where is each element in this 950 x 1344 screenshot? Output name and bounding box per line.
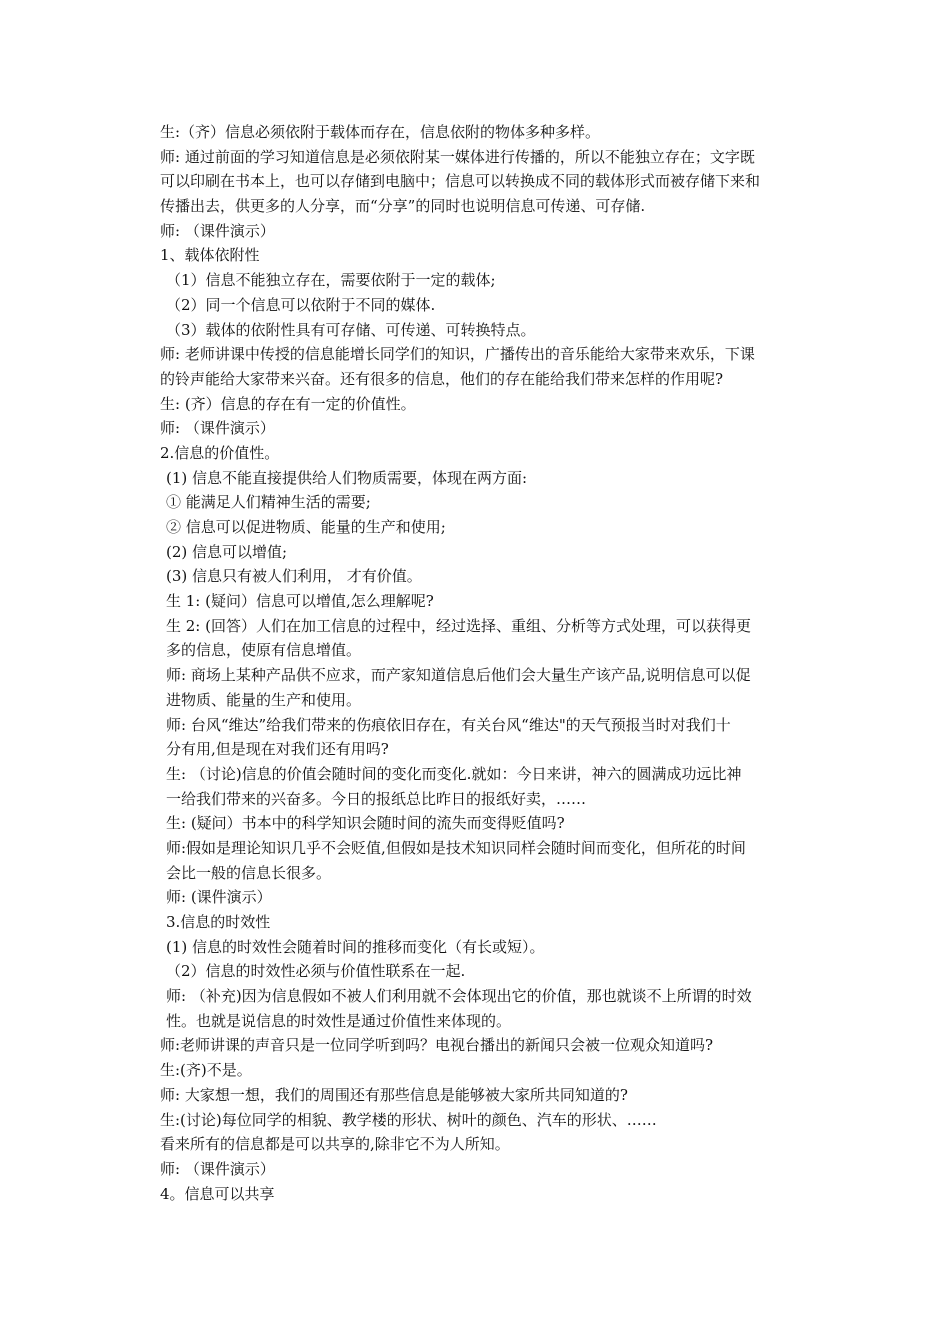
text-line: (2) 信息可以增值; <box>166 542 288 561</box>
text-line: 传播出去，供更多的人分享，而“分享”的同时也说明信息可传递、可存储. <box>160 197 646 216</box>
text-line: 看来所有的信息都是可以共享的,除非它不为人所知。 <box>160 1135 510 1154</box>
text-line: (3) 信息只有被人们利用， 才有价值。 <box>166 567 422 586</box>
text-line: 生: （讨论)信息的价值会随时间的变化而变化.就如：今日来讲，神六的圆满成功远比神 <box>166 764 742 783</box>
text-line: （2）信息的时效性必须与价值性联系在一起. <box>166 962 466 981</box>
text-line: 师: （课件演示） <box>160 1159 275 1178</box>
text-line: 生 2: (回答）人们在加工信息的过程中，经过选择、重组、分析等方式处理，可以获得更 <box>166 616 751 635</box>
text-line: 师: 通过前面的学习知道信息是必须依附某一媒体进行传播的，所以不能独立存在；文字既 <box>160 147 755 166</box>
text-line: 多的信息，使原有信息增值。 <box>166 641 362 660</box>
text-line: 的铃声能给大家带来兴奋。还有很多的信息，他们的存在能给我们带来怎样的作用呢? <box>160 369 724 388</box>
text-line: 性。也就是说信息的时效性是通过价值性来体现的。 <box>166 1011 512 1030</box>
text-line: 进物质、能量的生产和使用。 <box>166 690 362 709</box>
text-line: 一给我们带来的兴奋多。今日的报纸总比昨日的报纸好卖，…… <box>166 789 587 808</box>
text-line: （1）信息不能独立存在，需要依附于一定的载体; <box>166 271 496 290</box>
text-line: 师: （补充)因为信息假如不被人们利用就不会体现出它的价值，那也就谈不上所谓的时效 <box>166 987 752 1006</box>
text-line: 师: 商场上某种产品供不应求，而产家知道信息后他们会大量生产该产品,说明信息可以促 <box>166 666 751 685</box>
text-line: 2.信息的价值性。 <box>160 443 280 462</box>
text-line: 1、载体依附性 <box>160 246 260 265</box>
text-line: 生:（齐）信息必须依附于载体而存在，信息依附的物体多种多样。 <box>160 123 601 141</box>
text-line: 会比一般的信息长很多。 <box>166 863 332 882</box>
document-body <box>160 120 840 1206</box>
text-line: ① 能满足人们精神生活的需要; <box>166 493 371 512</box>
text-line: 师: 台风“维达”给我们带来的伤痕依旧存在，有关台风“维达"的天气预报当时对我们十 <box>166 715 731 734</box>
text-line: 生 1: (疑问）信息可以增值,怎么理解呢? <box>166 592 434 611</box>
text-line: 生: (疑问）书本中的科学知识会随时间的流失而变得贬值吗? <box>166 814 565 833</box>
text-line: 生:(讨论)每位同学的相貌、教学楼的形状、树叶的颜色、汽车的形状、…… <box>160 1110 657 1129</box>
text-line: 师: （课件演示） <box>160 221 275 240</box>
text-line: 4。信息可以共享 <box>160 1184 275 1203</box>
text-line: 师:老师讲课的声音只是一位同学听到吗？电视台播出的新闻只会被一位观众知道吗? <box>160 1036 714 1055</box>
text-line: (1) 信息的时效性会随着时间的推移而变化（有长或短）。 <box>166 937 545 956</box>
text-line: 3.信息的时效性 <box>166 913 271 931</box>
text-line: 师: (课件演示） <box>166 888 272 907</box>
text-line: 师: 老师讲课中传授的信息能增长同学们的知识，广播传出的音乐能给大家带来欢乐，下课 <box>160 345 755 364</box>
text-line: 师: （课件演示） <box>160 419 275 438</box>
text-line: 师: 大家想一想，我们的周围还有那些信息是能够被大家所共同知道的? <box>160 1085 628 1104</box>
text-line: (1) 信息不能直接提供给人们物质需要，体现在两方面: <box>166 468 528 487</box>
text-line: 生: (齐）信息的存在有一定的价值性。 <box>160 394 416 413</box>
text-line: 分有用,但是现在对我们还有用吗? <box>166 740 389 759</box>
text-line: （3）载体的依附性具有可存储、可传递、可转换特点。 <box>166 320 536 339</box>
text-line: 可以印刷在书本上，也可以存储到电脑中；信息可以转换成不同的载体形式而被存储下来和 <box>160 172 761 191</box>
text-line: （2）同一个信息可以依附于不同的媒体. <box>166 295 436 314</box>
text-line: ② 信息可以促进物质、能量的生产和使用; <box>166 518 446 536</box>
text-line: 生:(齐)不是。 <box>160 1061 252 1080</box>
text-line: 师:假如是理论知识几乎不会贬值,但假如是技术知识同样会随时间而变化，但所花的时间 <box>166 838 746 857</box>
